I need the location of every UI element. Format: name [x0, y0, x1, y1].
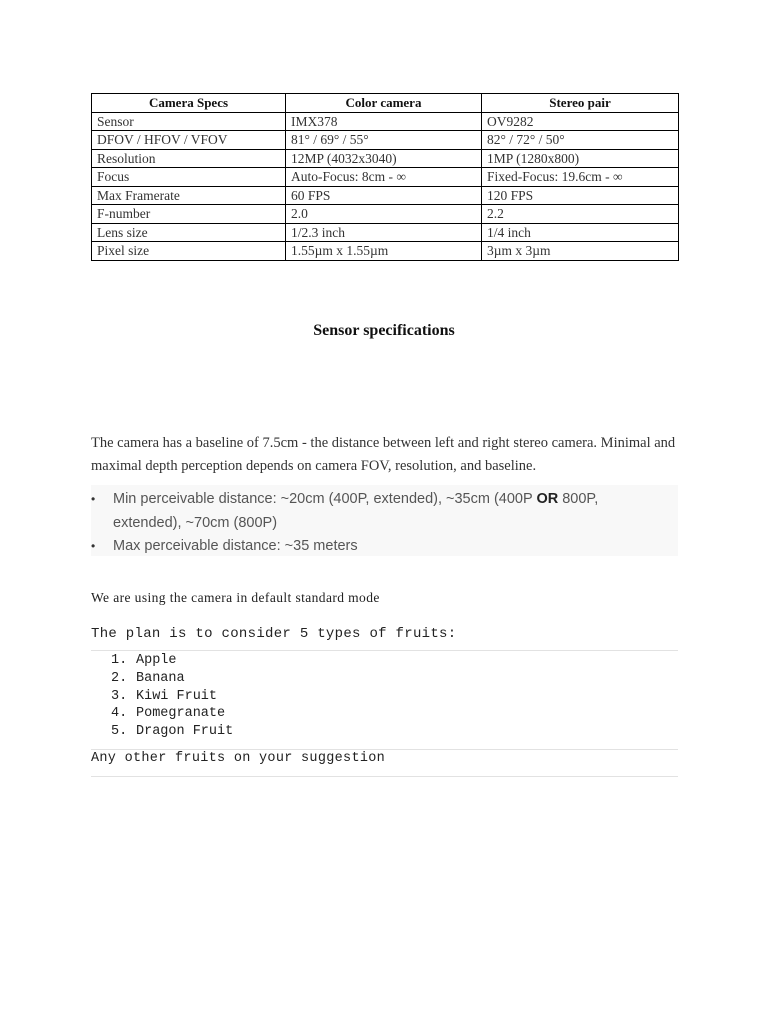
bullet-icon: •: [91, 492, 96, 506]
divider: [91, 749, 678, 750]
table-cell: 120 FPS: [482, 186, 679, 205]
table-cell: 3µm x 3µm: [482, 242, 679, 261]
depth-range-list: [91, 488, 678, 559]
table-caption: Sensor specifications: [313, 322, 455, 339]
table-cell: 2.2: [482, 205, 679, 224]
fruit-name: Banana: [136, 670, 185, 686]
table-header-cell: Color camera: [286, 94, 482, 113]
table-cell: 1MP (1280x800): [482, 149, 679, 168]
table-row: [92, 149, 679, 168]
bullet-icon: •: [91, 539, 96, 553]
list-item: [91, 688, 233, 706]
fruit-name: Pomegranate: [136, 706, 226, 722]
list-number: 3.: [111, 688, 128, 704]
divider: [91, 776, 678, 777]
min-distance-text-end: 800P, extended), ~70cm (800P): [113, 491, 599, 531]
divider: [91, 650, 678, 651]
table-cell: 81° / 69° / 55°: [286, 131, 482, 150]
list-number: 1.: [111, 653, 128, 668]
list-item: [91, 535, 643, 559]
table-cell: Max Framerate: [92, 186, 286, 205]
table-header-row: [92, 94, 679, 113]
table-row: [92, 205, 679, 224]
table-cell: Fixed-Focus: 19.6cm - ∞: [482, 168, 679, 187]
list-item: [91, 723, 233, 741]
table-row: [92, 223, 679, 242]
table-cell: 1/2.3 inch: [286, 223, 482, 242]
suggestion-statement: Any other fruits on your suggestion: [91, 751, 386, 766]
max-distance-text: Max perceivable distance: ~35 meters: [113, 538, 358, 554]
table-row: [92, 186, 679, 205]
list-item: [91, 670, 233, 688]
table-cell: 12MP (4032x3040): [286, 149, 482, 168]
fruit-name: Kiwi Fruit: [136, 688, 218, 704]
list-item: [91, 488, 643, 535]
table-cell: 1/4 inch: [482, 223, 679, 242]
fruit-name: Apple: [136, 653, 177, 668]
table-row: [92, 112, 679, 131]
table-row: [92, 131, 679, 150]
table-cell: 1.55µm x 1.55µm: [286, 242, 482, 261]
list-item: [91, 705, 233, 723]
plan-statement: The plan is to consider 5 types of fruits:: [91, 626, 457, 642]
table-row: [92, 168, 679, 187]
list-number: 4.: [111, 706, 128, 722]
table-cell: Auto-Focus: 8cm - ∞: [286, 168, 482, 187]
table-cell: Focus: [92, 168, 286, 187]
table-cell: Sensor: [92, 112, 286, 131]
table-cell: IMX378: [286, 112, 482, 131]
intro-paragraph: The camera has a baseline of 7.5cm - the distance between left and right stereo camera. Minimal and maximal depth perception depends on camera FOV, resolution, and baseline.: [91, 435, 676, 474]
table-cell: 2.0: [286, 205, 482, 224]
mode-statement: We are using the camera in default standard mode: [91, 590, 380, 605]
table-cell: 60 FPS: [286, 186, 482, 205]
table-cell: Lens size: [92, 223, 286, 242]
table-cell: OV9282: [482, 112, 679, 131]
fruit-name: Dragon Fruit: [136, 724, 234, 740]
camera-spec-table: [91, 93, 679, 261]
table-header-cell: Stereo pair: [482, 94, 679, 113]
table-cell: Resolution: [92, 149, 286, 168]
list-number: 2.: [111, 670, 128, 686]
table-cell: DFOV / HFOV / VFOV: [92, 131, 286, 150]
list-item: [91, 652, 233, 670]
min-distance-emphasis: OR: [536, 491, 559, 507]
table-cell: Pixel size: [92, 242, 286, 261]
depth-range-box: [91, 485, 678, 556]
table-row: [92, 242, 679, 261]
table-header-cell: Camera Specs: [92, 94, 286, 113]
fruit-list: [91, 652, 233, 741]
table-cell: F-number: [92, 205, 286, 224]
table-cell: 82° / 72° / 50°: [482, 131, 679, 150]
list-number: 5.: [111, 724, 128, 740]
min-distance-text-start: Min perceivable distance: ~20cm (400P, extended), ~35cm (400P: [113, 491, 537, 507]
